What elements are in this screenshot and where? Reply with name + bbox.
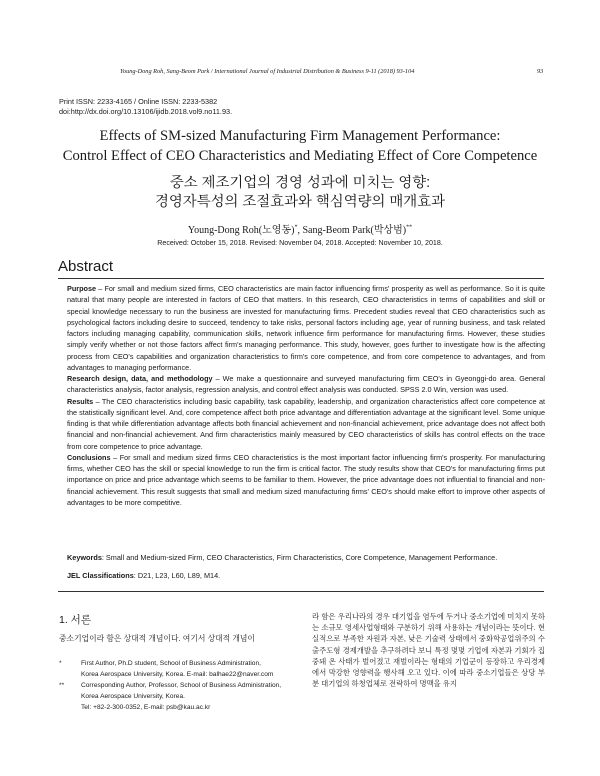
received-dates: Received: October 15, 2018. Revised: November 04, 2018. Accepted: November 10, 2018. xyxy=(157,239,443,247)
author-line xyxy=(0,221,600,236)
abstract-divider xyxy=(58,278,544,279)
footnote-line: Korea Aerospace University, Korea. xyxy=(81,693,185,700)
footnote-corresponding-author xyxy=(59,680,299,713)
design-text: – We make a questionnaire and surveyed manufacturing firm CEO's in Gyeonggi-do area. General characteristics analysis, factor analysis, regression analysis, and control effect analysis was conducted. SPSS 2.0 Win, version was used. xyxy=(67,374,546,395)
abstract-body xyxy=(67,283,545,508)
author-separator: , xyxy=(297,225,303,236)
design-label: Research design, data, and methodology xyxy=(67,374,213,383)
footnote-mark: ** xyxy=(59,682,65,689)
author-corresponding-mark: ** xyxy=(406,224,413,231)
abstract-design xyxy=(67,373,545,396)
abstract-heading: Abstract xyxy=(58,258,114,275)
author-first: Young-Dong Roh(노영동) xyxy=(187,225,295,236)
korean-title-line2: 경영자특성의 조절효과와 핵심역량의 매개효과 xyxy=(154,194,446,210)
purpose-text: – For small and medium sized firms, CEO characteristics are main factor influencing firms' prosperity as well as performance. So it is quite natural that many people are interested in factors of CEO that matters. In this research, CEO characteristics in terms of capabilities and skill or special knowledge necessary to run the business are invested for manufacturing firms. Precedent studies reveal that CEO characteristics such as psychological factors including desire to succeed, tendency to take risks, personal factors including age, year of running business, and task related factors including managing capability, communication skills, network influence firm performance for manufacturing firms. However, these studies simply verify whether or not those factors affect firm's managing performance. This study, however, goes further to investigate how is the affecting process from CEO's capabilities and organization characteristics to firm's core competence, and from core competence to advantages, and from advantages to managing performance. xyxy=(67,284,545,372)
results-text: – The CEO characteristics including basic capability, task capability, leadership, and organization characteristics affect core competence at the statistically significant level. And, core competence affect both price advantage and differentiation advantage at the significant level. Some unique finding is that while differentiation advantage affects both financial achievement and non-financial achievement, price advantage does not affect both financial and non-financial achievement. And firm characteristics mainly measured by CEO characteristics of skills has control effects on the trace from core competence to price advantage. xyxy=(67,396,545,451)
results-label: Results xyxy=(67,396,94,406)
english-title-line2: Control Effect of CEO Characteristics and Mediating Effect of Core Competence xyxy=(62,147,538,164)
intro-text-right: 라 함은 우리나라의 경우 대기업을 염두에 두거나 중소기업에 미치지 못하는 소규모 영세사업형태와 구분하기 위해 사용하는 개념이라는 뜻이다. 현실적으로 부족한 자원과 자본, 낮은 기술력 상태에서 중화학공업위주의 수출주도형 경제개발을 추구하려다 보니 특정 몇몇 기업에 자본과 기회가 집중돼 온 사태가 벌어졌고 재벌이라는 형태의 기업군이 등장하고 우리경제에서 막강한 영향력을 행사해 오고 있다. 이에 따라 중소기업들은 상당 부분 대기업의 하청업체로 전락하여 명맥을 유지 xyxy=(312,612,545,689)
korean-title-line1: 중소 제조기업의 경영 성과에 미치는 영향: xyxy=(169,175,431,191)
keywords-label: Keywords xyxy=(67,553,102,562)
doi-line: doi:http://dx.doi.org/10.13106/ijidb.2018.vol9.no11.93. xyxy=(59,106,233,116)
issn-line: Print ISSN: 2233-4165 / Online ISSN: 2233-5382 xyxy=(59,97,218,106)
footnotes xyxy=(59,658,299,713)
intro-text-left: 중소기업이라 함은 상대적 개념이다. 여기서 상대적 개념이 xyxy=(59,634,255,643)
keywords xyxy=(67,553,545,562)
keywords-text: : Small and Medium-sized Firm, CEO Characteristics, Firm Characteristics, Core Competence, Management Performance. xyxy=(101,553,498,562)
english-title xyxy=(0,127,600,166)
english-title-line1: Effects of SM-sized Manufacturing Firm Management Performance: xyxy=(99,128,501,144)
page-number: 93 xyxy=(537,68,544,75)
jel-label: JEL Classifications xyxy=(67,571,134,580)
section-heading: 1. 서론 xyxy=(59,614,91,626)
section-divider xyxy=(58,591,544,592)
jel-text: : D21, L23, L60, L89, M14. xyxy=(133,571,221,580)
jel-classifications xyxy=(67,571,545,580)
footnote-first-author xyxy=(59,658,299,680)
footnote-line: Corresponding Author, Professor, School of Business Administration, xyxy=(81,682,282,689)
abstract-conclusions xyxy=(67,452,545,508)
purpose-label: Purpose xyxy=(67,284,97,293)
author-first-mark: * xyxy=(294,224,298,231)
abstract-results xyxy=(67,396,545,452)
running-header-citation: Young-Dong Roh, Sang-Beom Park / International Journal of Industrial Distribution & Business 9-11 (2018) 93-104 xyxy=(120,68,415,75)
author-corresponding: Sang-Beom Park(박상범) xyxy=(302,225,407,236)
footnote-line: Tel: +82-2-300-0352, E-mail: psb@kau.ac.kr xyxy=(81,704,211,711)
korean-title xyxy=(0,174,600,212)
abstract-purpose xyxy=(67,283,545,373)
conclusions-label: Conclusions xyxy=(67,452,111,462)
footnote-mark: * xyxy=(59,660,62,667)
footnote-line: Korea Aerospace University, Korea. E-mail: balhae22@naver.com xyxy=(81,671,274,678)
issn-block xyxy=(59,97,232,116)
conclusions-text: – For small and medium sized firms CEO characteristics is the most important factor influencing firm's prosperity. For manufacturing firms, whether CEO has the skill or special knowledge to run the firm is critical factor. The study results show that CEO's for manufacturing firms put importance on price and price advantage which seems to be familiar to them. However, the price advantage does not influential to financial and non-financial achievement. This result suggests that small and medium sized manufacturing firms' CEO's should make effort to improve other aspects of advantages to be more competitive. xyxy=(67,452,545,507)
footnote-line: First Author, Ph.D student, School of Business Administration, xyxy=(81,660,261,667)
